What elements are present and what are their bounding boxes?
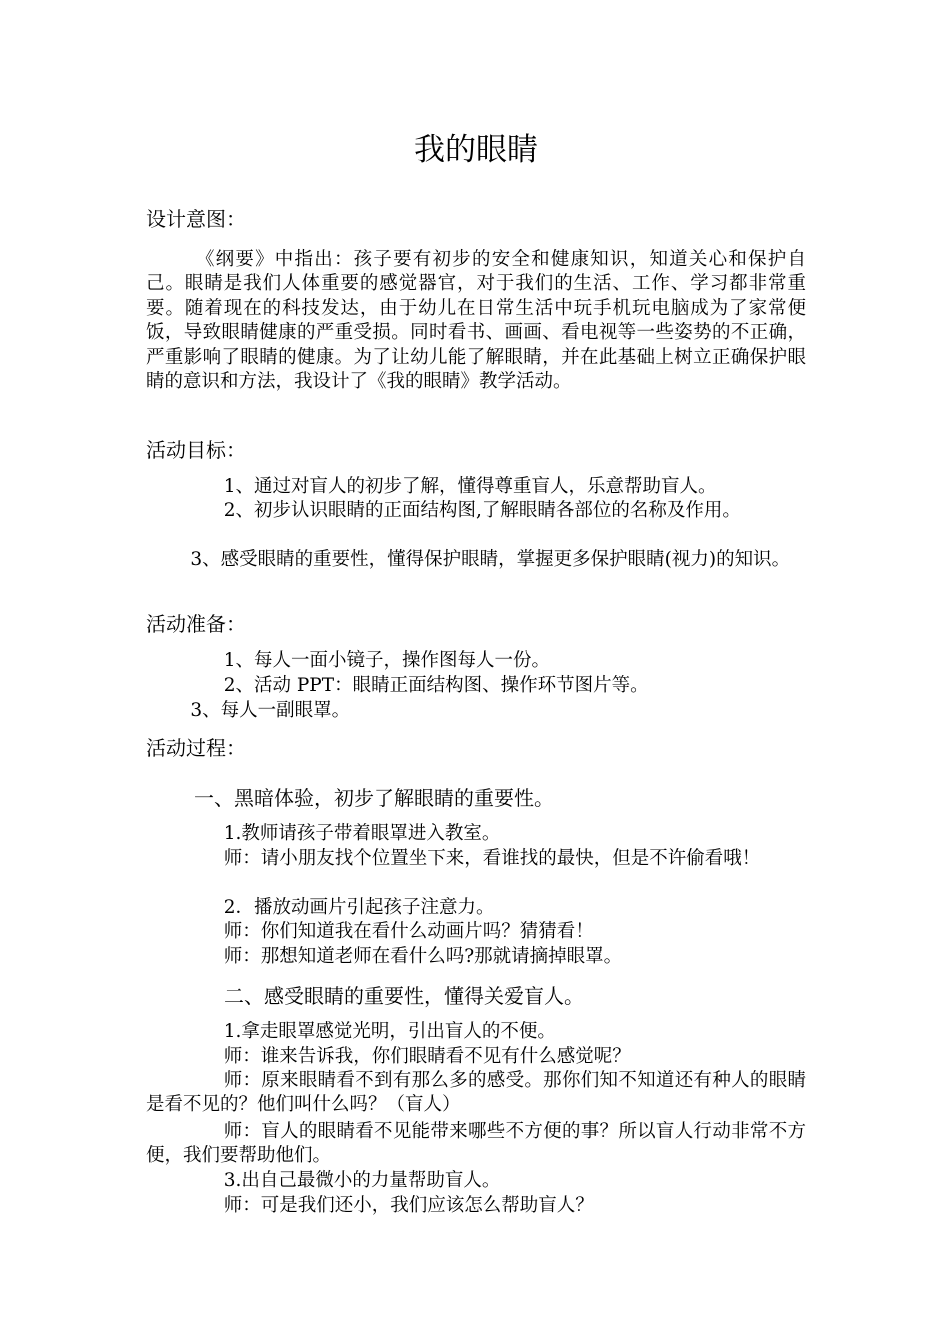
goal-item-1: 1、通过对盲人的初步了解，懂得尊重盲人，乐意帮助盲人。 xyxy=(223,476,717,497)
process-part2-line-1: 1.拿走眼罩感觉光明，引出盲人的不便。 xyxy=(223,1021,556,1042)
process-part1-line-4: 师：你们知道我在看什么动画片吗？猜猜看！ xyxy=(223,921,594,942)
process-part2-line-4: 师：盲人的眼睛看不见能带来哪些不方便的事？所以盲人行动非常不方便，我们要帮助他们。 xyxy=(146,1121,806,1167)
process-part2-line-6: 师：可是我们还小，我们应该怎么帮助盲人？ xyxy=(223,1195,594,1216)
preparation-item-2: 2、活动 PPT：眼睛正面结构图、操作环节图片等。 xyxy=(223,675,649,696)
process-part1-line-2: 师：请小朋友找个位置坐下来，看谁找的最快，但是不许偷看哦！ xyxy=(223,848,761,869)
preparation-item-3: 3、每人一副眼罩。 xyxy=(190,700,351,721)
goal-item-3: 3、感受眼睛的重要性，懂得保护眼睛，掌握更多保护眼睛(视力)的知识。 xyxy=(190,549,791,570)
process-part2-heading: 二、感受眼睛的重要性，懂得关爱盲人。 xyxy=(224,984,584,1008)
preparation-item-1: 1、每人一面小镜子，操作图每人一份。 xyxy=(223,650,550,671)
process-heading: 活动过程： xyxy=(146,736,246,760)
process-part2-line-2: 师：谁来告诉我，你们眼睛看不见有什么感觉呢？ xyxy=(223,1046,631,1067)
process-part2-line-3: 师：原来眼睛看不到有那么多的感受。那你们知不知道还有种人的眼睛是看不见的？他们叫什么吗？（盲人） xyxy=(146,1070,806,1116)
process-part1-line-1: 1.教师请孩子带着眼罩进入教室。 xyxy=(223,823,501,844)
process-part2-line-5: 3.出自己最微小的力量帮助盲人。 xyxy=(223,1170,501,1191)
goals-heading: 活动目标： xyxy=(146,438,246,462)
process-part1-heading: 一、黑暗体验，初步了解眼睛的重要性。 xyxy=(194,786,554,810)
process-part1-line-3: 2．播放动画片引起孩子注意力。 xyxy=(223,897,495,918)
preparation-heading: 活动准备： xyxy=(146,612,246,636)
design-intent-heading: 设计意图： xyxy=(146,207,246,231)
goal-item-2: 2、初步认识眼睛的正面结构图,了解眼睛各部位的名称及作用。 xyxy=(223,500,741,521)
design-intent-body: 《纲要》中指出：孩子要有初步的安全和健康知识，知道关心和保护自己。眼睛是我们人体重要的感觉器官，对于我们的生活、工作、学习都非常重要。随着现在的科技发达，由于幼儿在日常生活中玩手机玩电脑成为了家常便饭，导致眼睛健康的严重受损。同时看书、画画、看电视等一些姿势的不正确，严重影响了眼睛的健康。为了让幼儿能了解眼睛，并在此基础上树立正确保护眼睛的意识和方法，我设计了《我的眼睛》教学活动。 xyxy=(146,249,806,393)
document-title: 我的眼睛 xyxy=(414,132,538,168)
process-part1-line-5: 师：那想知道老师在看什么吗?那就请摘掉眼罩。 xyxy=(223,946,623,967)
